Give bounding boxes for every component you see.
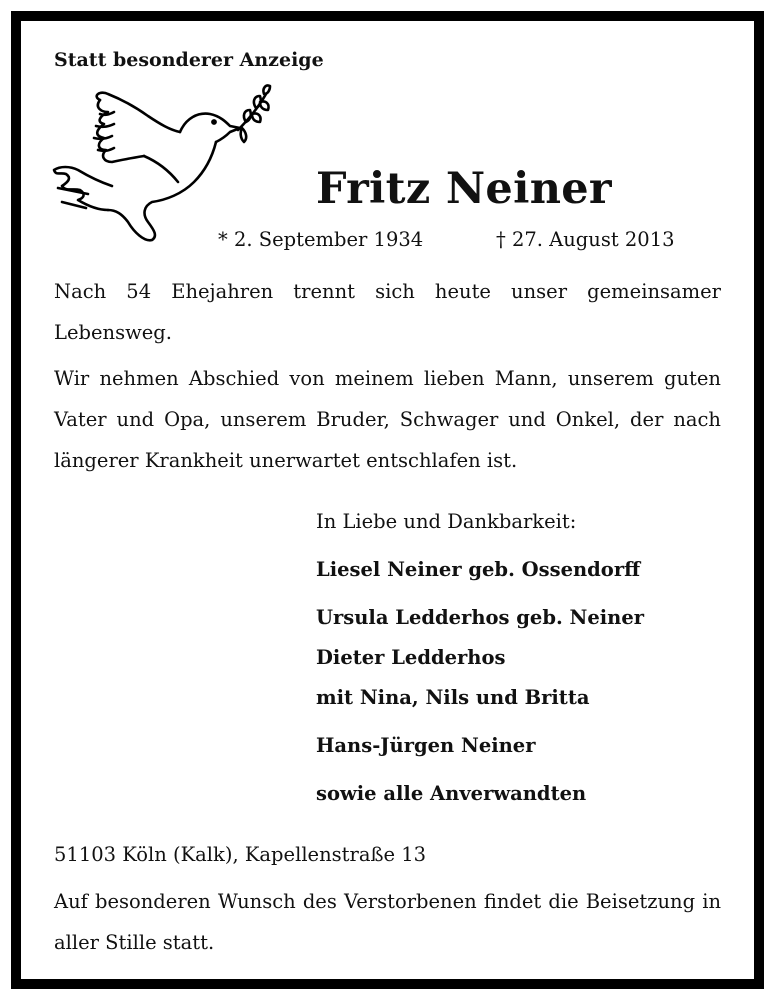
deceased-name: Fritz Neiner bbox=[316, 164, 612, 214]
death-date: † 27. August 2013 bbox=[496, 228, 675, 251]
notice-label: Statt besonderer Anzeige bbox=[54, 49, 324, 71]
birth-date: * 2. September 1934 bbox=[218, 228, 424, 251]
mourner-line: mit Nina, Nils und Britta bbox=[316, 686, 590, 709]
address-line: 51103 Köln (Kalk), Kapellenstraße 13 bbox=[54, 843, 427, 866]
paragraph-farewell: Wir nehmen Abschied von meinem lieben Mann, unserem guten Vater und Opa, unserem Bruder, Schwager und Onkel, der nach längerer Krankheit unerwartet entschlafen ist. bbox=[54, 367, 721, 472]
mourner-line: Liesel Neiner geb. Ossendorff bbox=[316, 558, 641, 581]
dove-with-olive-branch-icon bbox=[48, 82, 273, 244]
mourner-line: Hans-Jürgen Neiner bbox=[316, 734, 536, 757]
mourner-line: sowie alle Anverwandten bbox=[316, 782, 587, 805]
mourner-line: Dieter Ledderhos bbox=[316, 646, 506, 669]
mourner-line: Ursula Ledderhos geb. Neiner bbox=[316, 606, 645, 629]
closing-line: In Liebe und Dankbarkeit: bbox=[316, 510, 577, 533]
paragraph-marriage: Nach 54 Ehejahren trennt sich heute unser gemeinsamer Lebensweg. bbox=[54, 280, 721, 344]
funeral-note: Auf besonderen Wunsch des Verstorbenen findet die Beisetzung in aller Stille statt. bbox=[54, 890, 721, 954]
